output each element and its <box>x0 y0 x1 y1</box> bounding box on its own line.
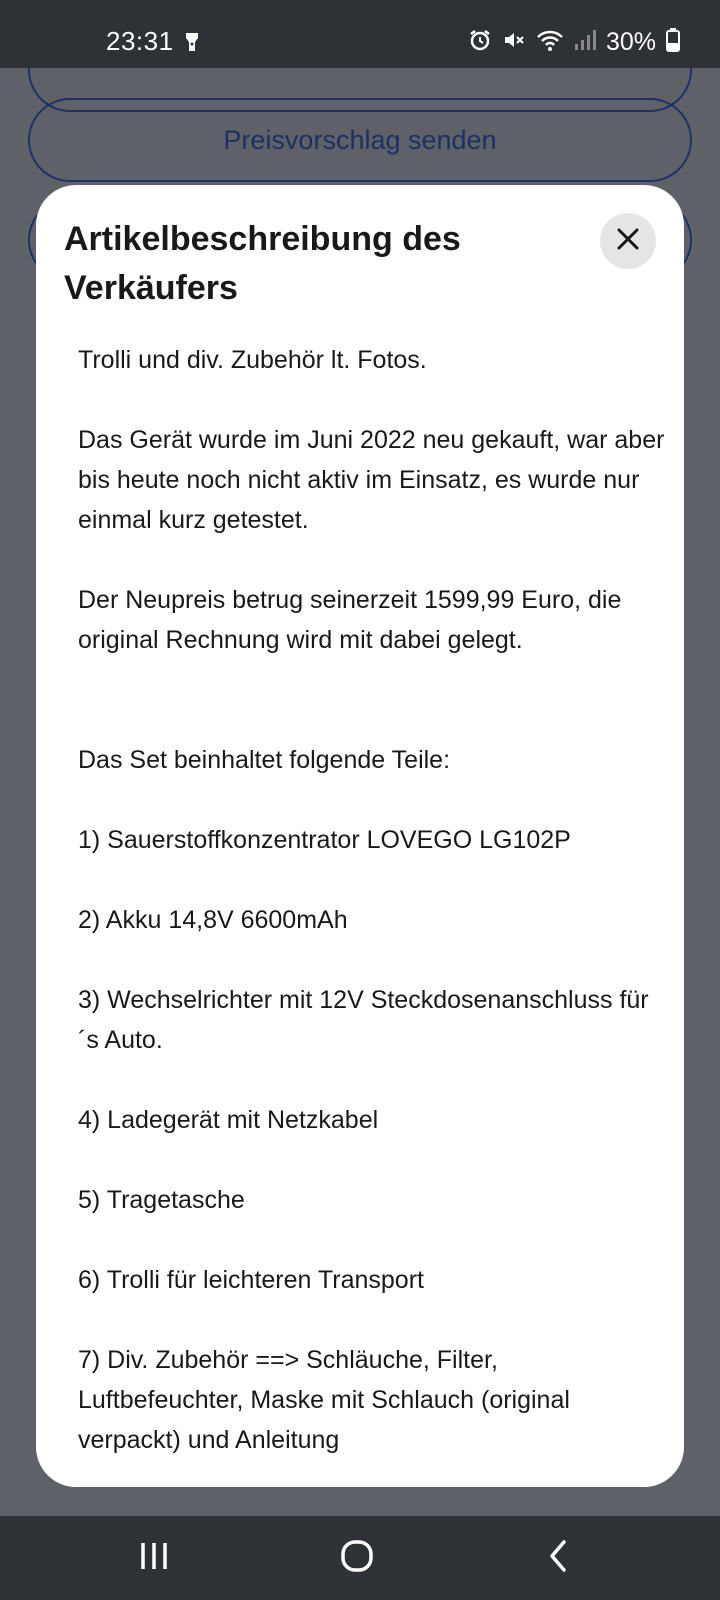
battery-icon <box>666 28 680 57</box>
description-paragraph: Trolli und div. Zubehör lt. Fotos. <box>78 346 427 374</box>
list-item: 2) Akku 14,8V 6600mAh <box>78 906 348 934</box>
back-button[interactable] <box>528 1534 588 1582</box>
description-body[interactable] <box>78 320 668 1460</box>
status-bar <box>0 0 720 68</box>
mute-icon <box>502 28 526 57</box>
battery-level: 30% <box>605 28 656 56</box>
navigation-bar <box>0 1516 720 1600</box>
recent-apps-icon <box>139 1541 169 1576</box>
list-item: 3) Wechselrichter mit 12V Steckdosenanschluss für´s Auto. <box>78 986 649 1054</box>
description-paragraph: Der Neupreis betrug seinerzeit 1599,99 Euro, die original Rechnung wird mit dabei gelegt. <box>78 586 622 654</box>
status-icons <box>468 28 680 57</box>
home-icon <box>340 1539 374 1578</box>
flashlight-icon <box>184 32 200 57</box>
recent-apps-button[interactable] <box>124 1534 184 1582</box>
list-item: 7) Div. Zubehör ==> Schläuche, Filter, Luftbefeuchter, Maske mit Schlauch (original verpackt) und Anleitung <box>78 1346 570 1454</box>
signal-icon <box>574 29 596 56</box>
description-modal <box>36 185 684 1487</box>
description-paragraph: Das Gerät wurde im Juni 2022 neu gekauft, war aber bis heute noch nicht aktiv im Einsatz, es wurde nur einmal kurz getestet. <box>78 426 665 534</box>
list-item: 1) Sauerstoffkonzentrator LOVEGO LG102P <box>78 826 571 854</box>
back-icon <box>547 1539 569 1578</box>
list-item: 6) Trolli für leichteren Transport <box>78 1266 424 1294</box>
close-button[interactable] <box>600 213 656 269</box>
modal-title: Artikelbeschreibung des Verkäufers <box>64 220 461 307</box>
home-button[interactable] <box>327 1534 387 1582</box>
list-item: 4) Ladegerät mit Netzkabel <box>78 1106 379 1134</box>
close-icon <box>616 227 640 256</box>
description-paragraph: Das Set beinhaltet folgende Teile: <box>78 746 451 774</box>
status-time: 23:31 <box>106 26 174 56</box>
list-item: 5) Tragetasche <box>78 1186 245 1214</box>
partially-hidden-line <box>78 320 668 340</box>
wifi-icon <box>536 28 564 57</box>
alarm-icon <box>468 28 492 57</box>
